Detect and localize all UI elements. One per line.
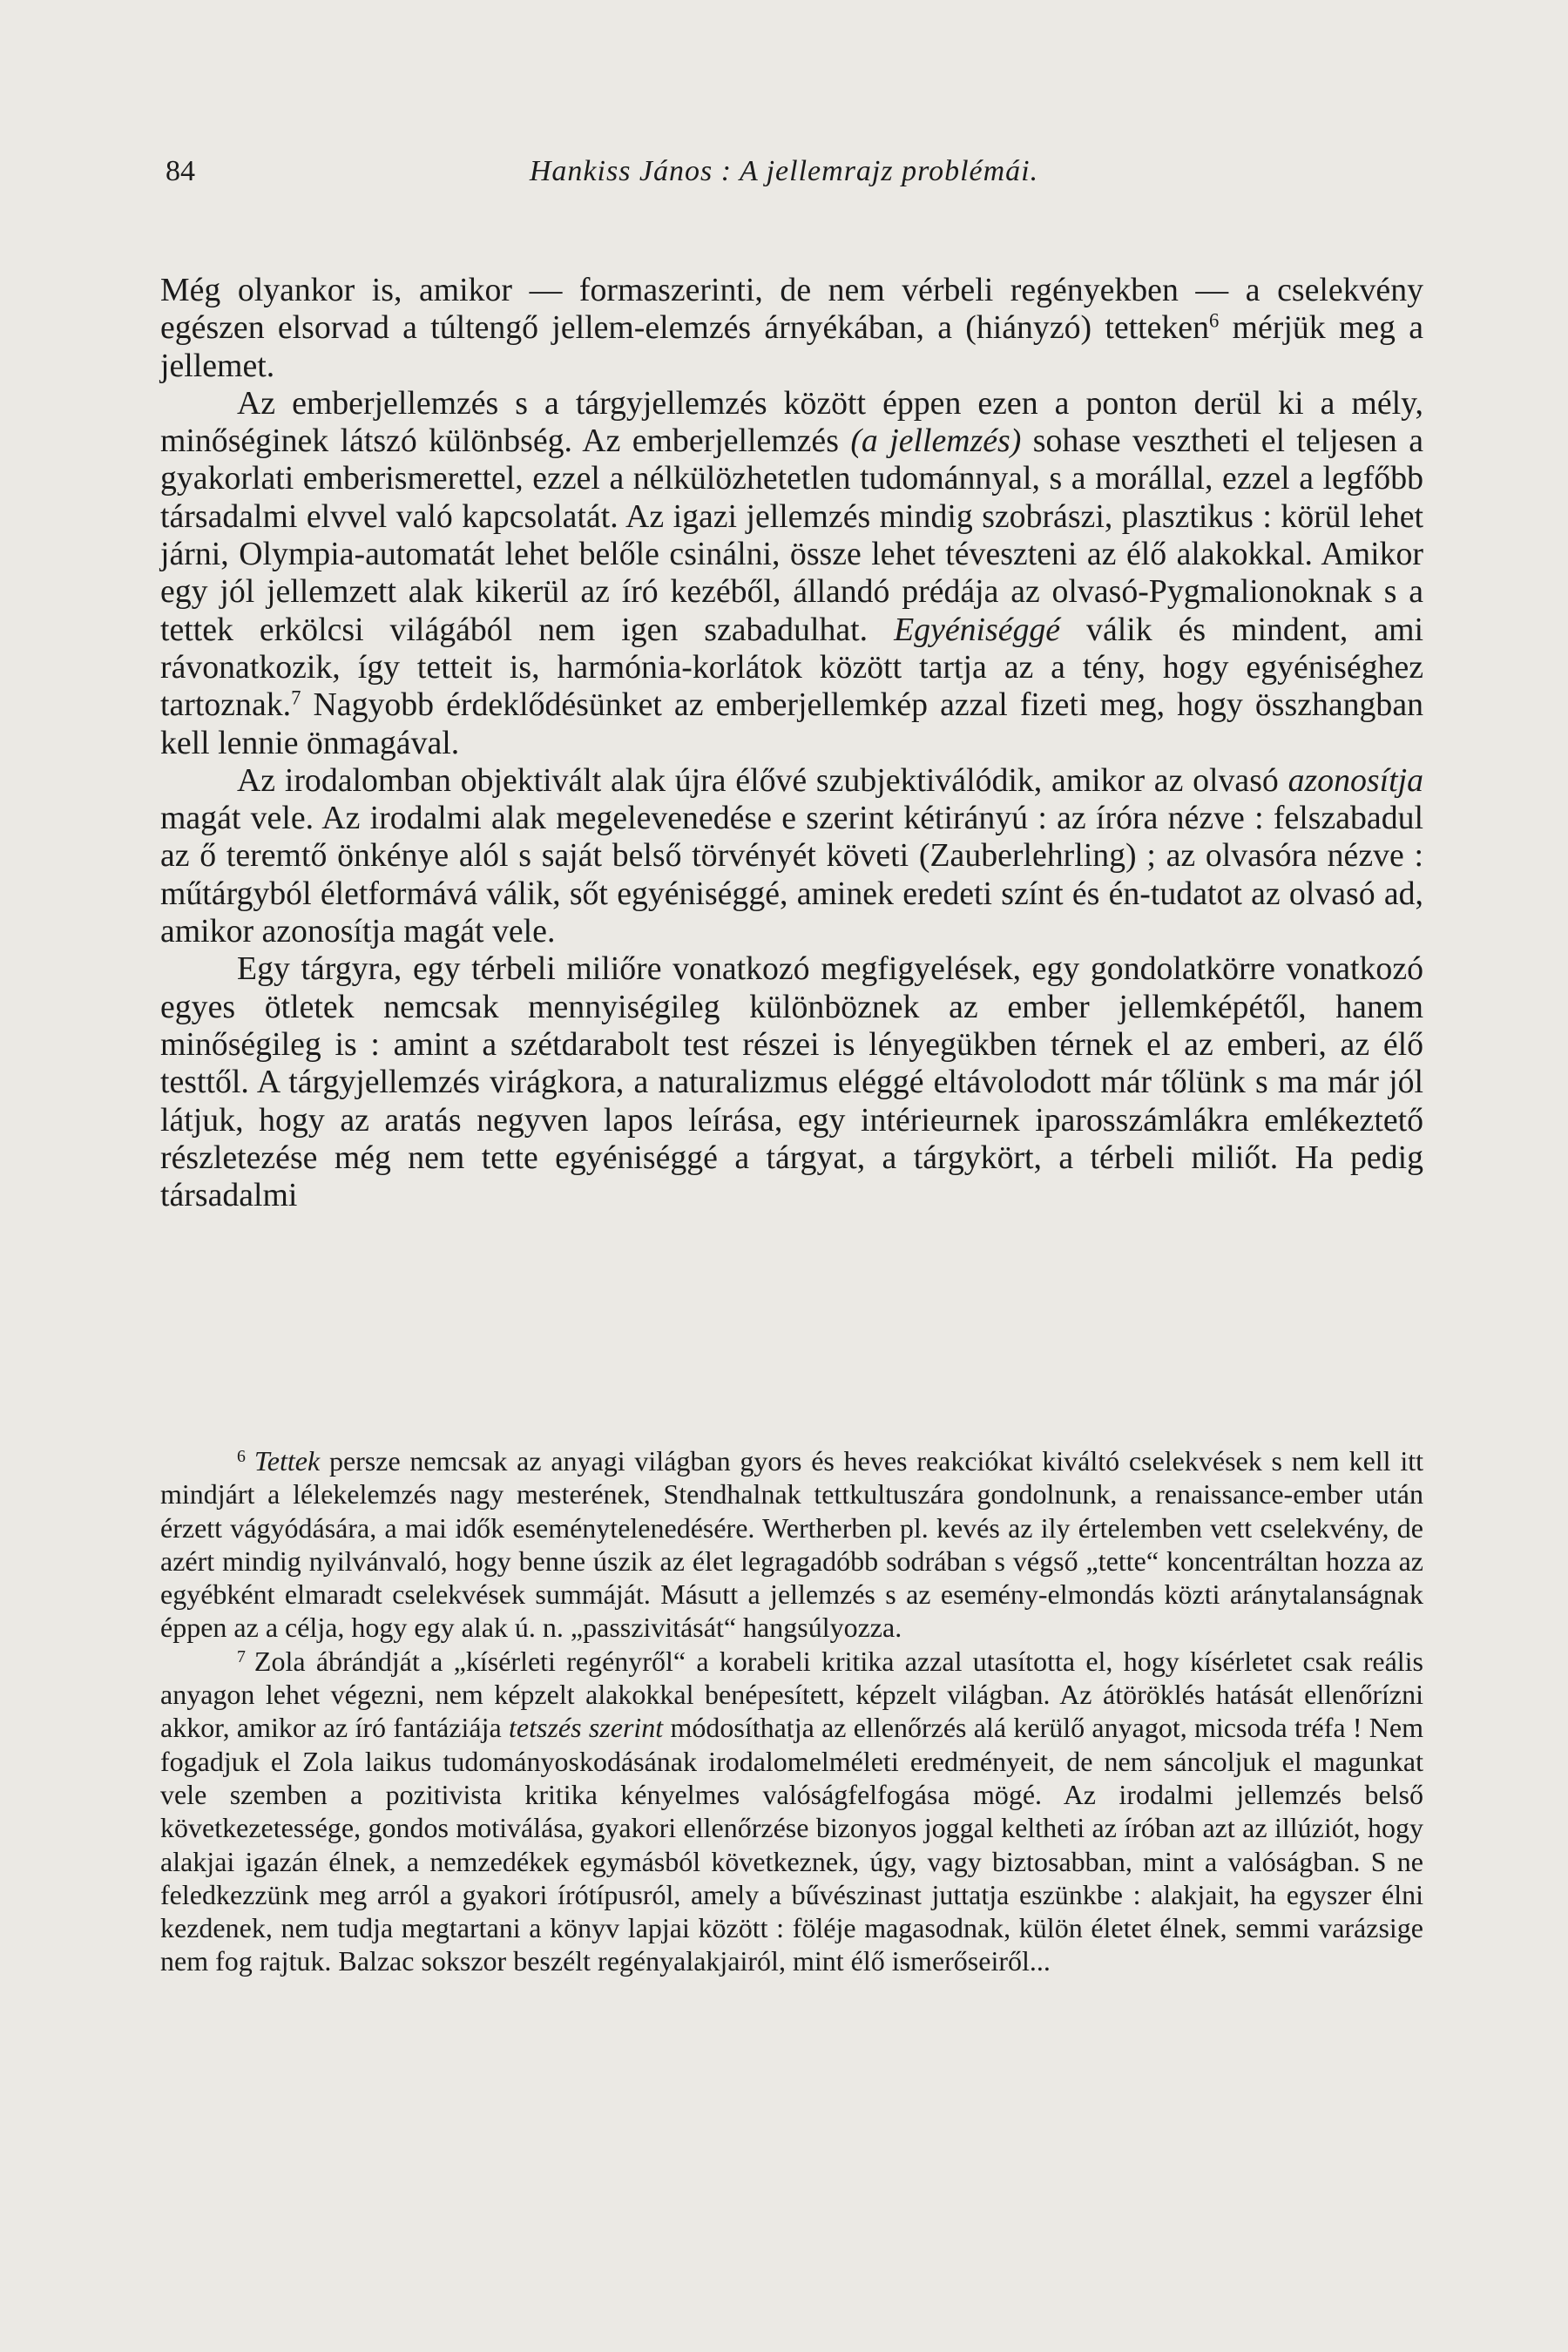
paragraph-1: [160, 272, 1423, 385]
main-text: [160, 272, 1423, 1214]
footnote-ref-6: 6: [1208, 309, 1220, 332]
running-head: Hankiss János : A jellemrajz problémái.: [529, 155, 1039, 187]
paragraph-2: [160, 385, 1423, 762]
paragraph-4: [160, 950, 1423, 1214]
text-run: válik és mindent, ami rávonatkozik, így tetteit is, harmónia-korlátok között tartja az a tény, hogy egyéniséghez tartoznak.: [160, 611, 1424, 724]
text-run: persze nemcsak az anyagi világban gyors és heves reakciókat kiváltó cselekvések s nem kell itt mindjárt a lélekelemzés nagy mesterének, Stendhalnak tettkultuszára gondolnunk, a renaissance-ember után érzett vágyódására, a mai idők eseménytelenedésére. Wertherben pl. kevés az ily értelemben vett cselekvény, de azért mindig nyilvánvaló, hogy benne úszik az élet legragadóbb sodrában s végső „tette“ koncentráltan hozza az egyébként elmaradt cselekvések summáját. Másutt a jellemzés s az esemény-elmondás közti aránytalanságnak éppen az a célja, hogy egy alak ú. n. „passzivitását“ hangsúlyozza.: [160, 1445, 1423, 1644]
footnote-number: 7: [237, 1646, 246, 1666]
text-run: sohase vesztheti el teljesen a gyakorlati emberismerettel, ezzel a nélkülözhetetlen tudománnyal, s a morállal, ezzel a legfőbb társadalmi elvvel való kapcsolatát. Az igazi jellemzés mindig szobrászi, plasztikus : körül lehet járni, Olympia-automatát lehet belőle csinálni, össze lehet téveszteni az élő alakokkal. Amikor egy jól jellemzett alak kikerül az író kezéből, állandó prédája az olvasó-Pygmalionoknak s a tettek erkölcsi világából nem igen szabadulhat.: [160, 422, 1423, 648]
italic-run: azonosítja: [1288, 761, 1423, 799]
italic-run: Egyéniséggé: [894, 611, 1061, 648]
text-run: mérjük meg a jellemet.: [160, 309, 1423, 384]
footnote-ref-7: 7: [291, 686, 301, 709]
text-run: Egy tárgyra, egy térbeli miliőre vonatkozó megfigyelések, egy gondolatkörre vonatkozó egyes ötletek nemcsak mennyiségileg különböznek az ember jellemképétől, hanem minőségileg is : amint a szétdarabolt test részei is lényegükben térnek el az emberi, az élő testtől. A tárgyjellemzés virágkora, a naturalizmus eléggé eltávolodott már tőlünk s ma már jól látjuk, hogy az aratás negyven lapos leírása, egy intérieurnek iparosszámlákra emlékeztető részletezése még nem tette egyéniséggé a tárgyat, a tárgykört, a térbeli miliőt. Ha pedig társadalmi: [160, 950, 1423, 1214]
text-run: módosíthatja az ellenőrzés alá kerülő anyagot, micsoda tréfa ! Nem fogadjuk el Zola laikus tudományoskodásának irodalomelméleti eredményeit, de nem sáncoljuk el magunkat vele szemben a pozitivista kritika kényelmes valóságfelfogása mögé. Az irodalmi jellemzés belső következetessége, gondos motiválása, gyakori ellenőrzése bizonyos joggal keltheti az íróban azt az illúziót, hogy alakjai igazán élnek, a nemzedékek egymásból következnek, úgy, vagy biztosabban, mint a valóságban. S ne feledkezzünk meg arról a gyakori írótípusról, amely a bűvészinast juttatja eszünkbe : alakjait, ha egyszer élni kezdenek, nem tudja megtartani a könyv lapjai között : föléje magasodnak, külön életet élnek, semmi varázsige nem fog rajtuk. Balzac sokszor beszélt regényalakjairól, mint élő ismerőseiről...: [160, 1712, 1424, 1977]
footnote-7: [160, 1645, 1423, 1978]
paragraph-3: [160, 762, 1423, 950]
text-run: Nagyobb érdeklődésünket az emberjellemkép azzal fizeti meg, hogy összhangban kell lennie önmagával.: [160, 686, 1423, 761]
text-run: Az emberjellemzés s a tárgyjellemzés között éppen ezen a ponton derül ki a mély, minőséginek látszó különbség. Az emberjellemzés: [160, 384, 1423, 460]
page-number: 84: [166, 155, 195, 187]
page-header: [166, 155, 1402, 207]
italic-run: (a jellemzés): [850, 422, 1022, 460]
text-run: magát vele. Az irodalmi alak megelevenedése e szerint kétirányú : az íróra nézve : felszabadul az ő teremtő önkénye alól s saját belső törvényét követi (Zauberlehrling) ; az olvasóra nézve : műtárgyból életformává válik, sőt egyéniséggé, aminek eredeti színt és én-tudatot az olvasó ad, amikor azonosítja magát vele.: [160, 800, 1423, 950]
italic-run: Tettek: [253, 1445, 321, 1477]
footnote-number: 6: [237, 1447, 246, 1467]
text-run: Zola ábrándját a „kísérleti regényről“ a korabeli kritika azzal utasította el, hogy kísérletet csak reális anyagon lehet végezni, nem képzelt alakokkal benépesített, képzelt világban. Az átöröklés hatását ellenőrízni akkor, amikor az író fantáziája: [160, 1645, 1423, 1744]
text-run: Még olyankor is, amikor — formaszerinti, de nem vérbeli regényekben — a cselekvény egészen elsorvad a túltengő jellem-elemzés árnyékában, a (hiányzó) tetteken: [160, 272, 1423, 347]
italic-run: tetszés szerint: [509, 1712, 664, 1744]
footnote-6: [160, 1444, 1423, 1645]
footnotes: [160, 1444, 1423, 1978]
text-run: Az irodalomban objektivált alak újra élővé szubjektiválódik, amikor az olvasó: [237, 761, 1288, 799]
